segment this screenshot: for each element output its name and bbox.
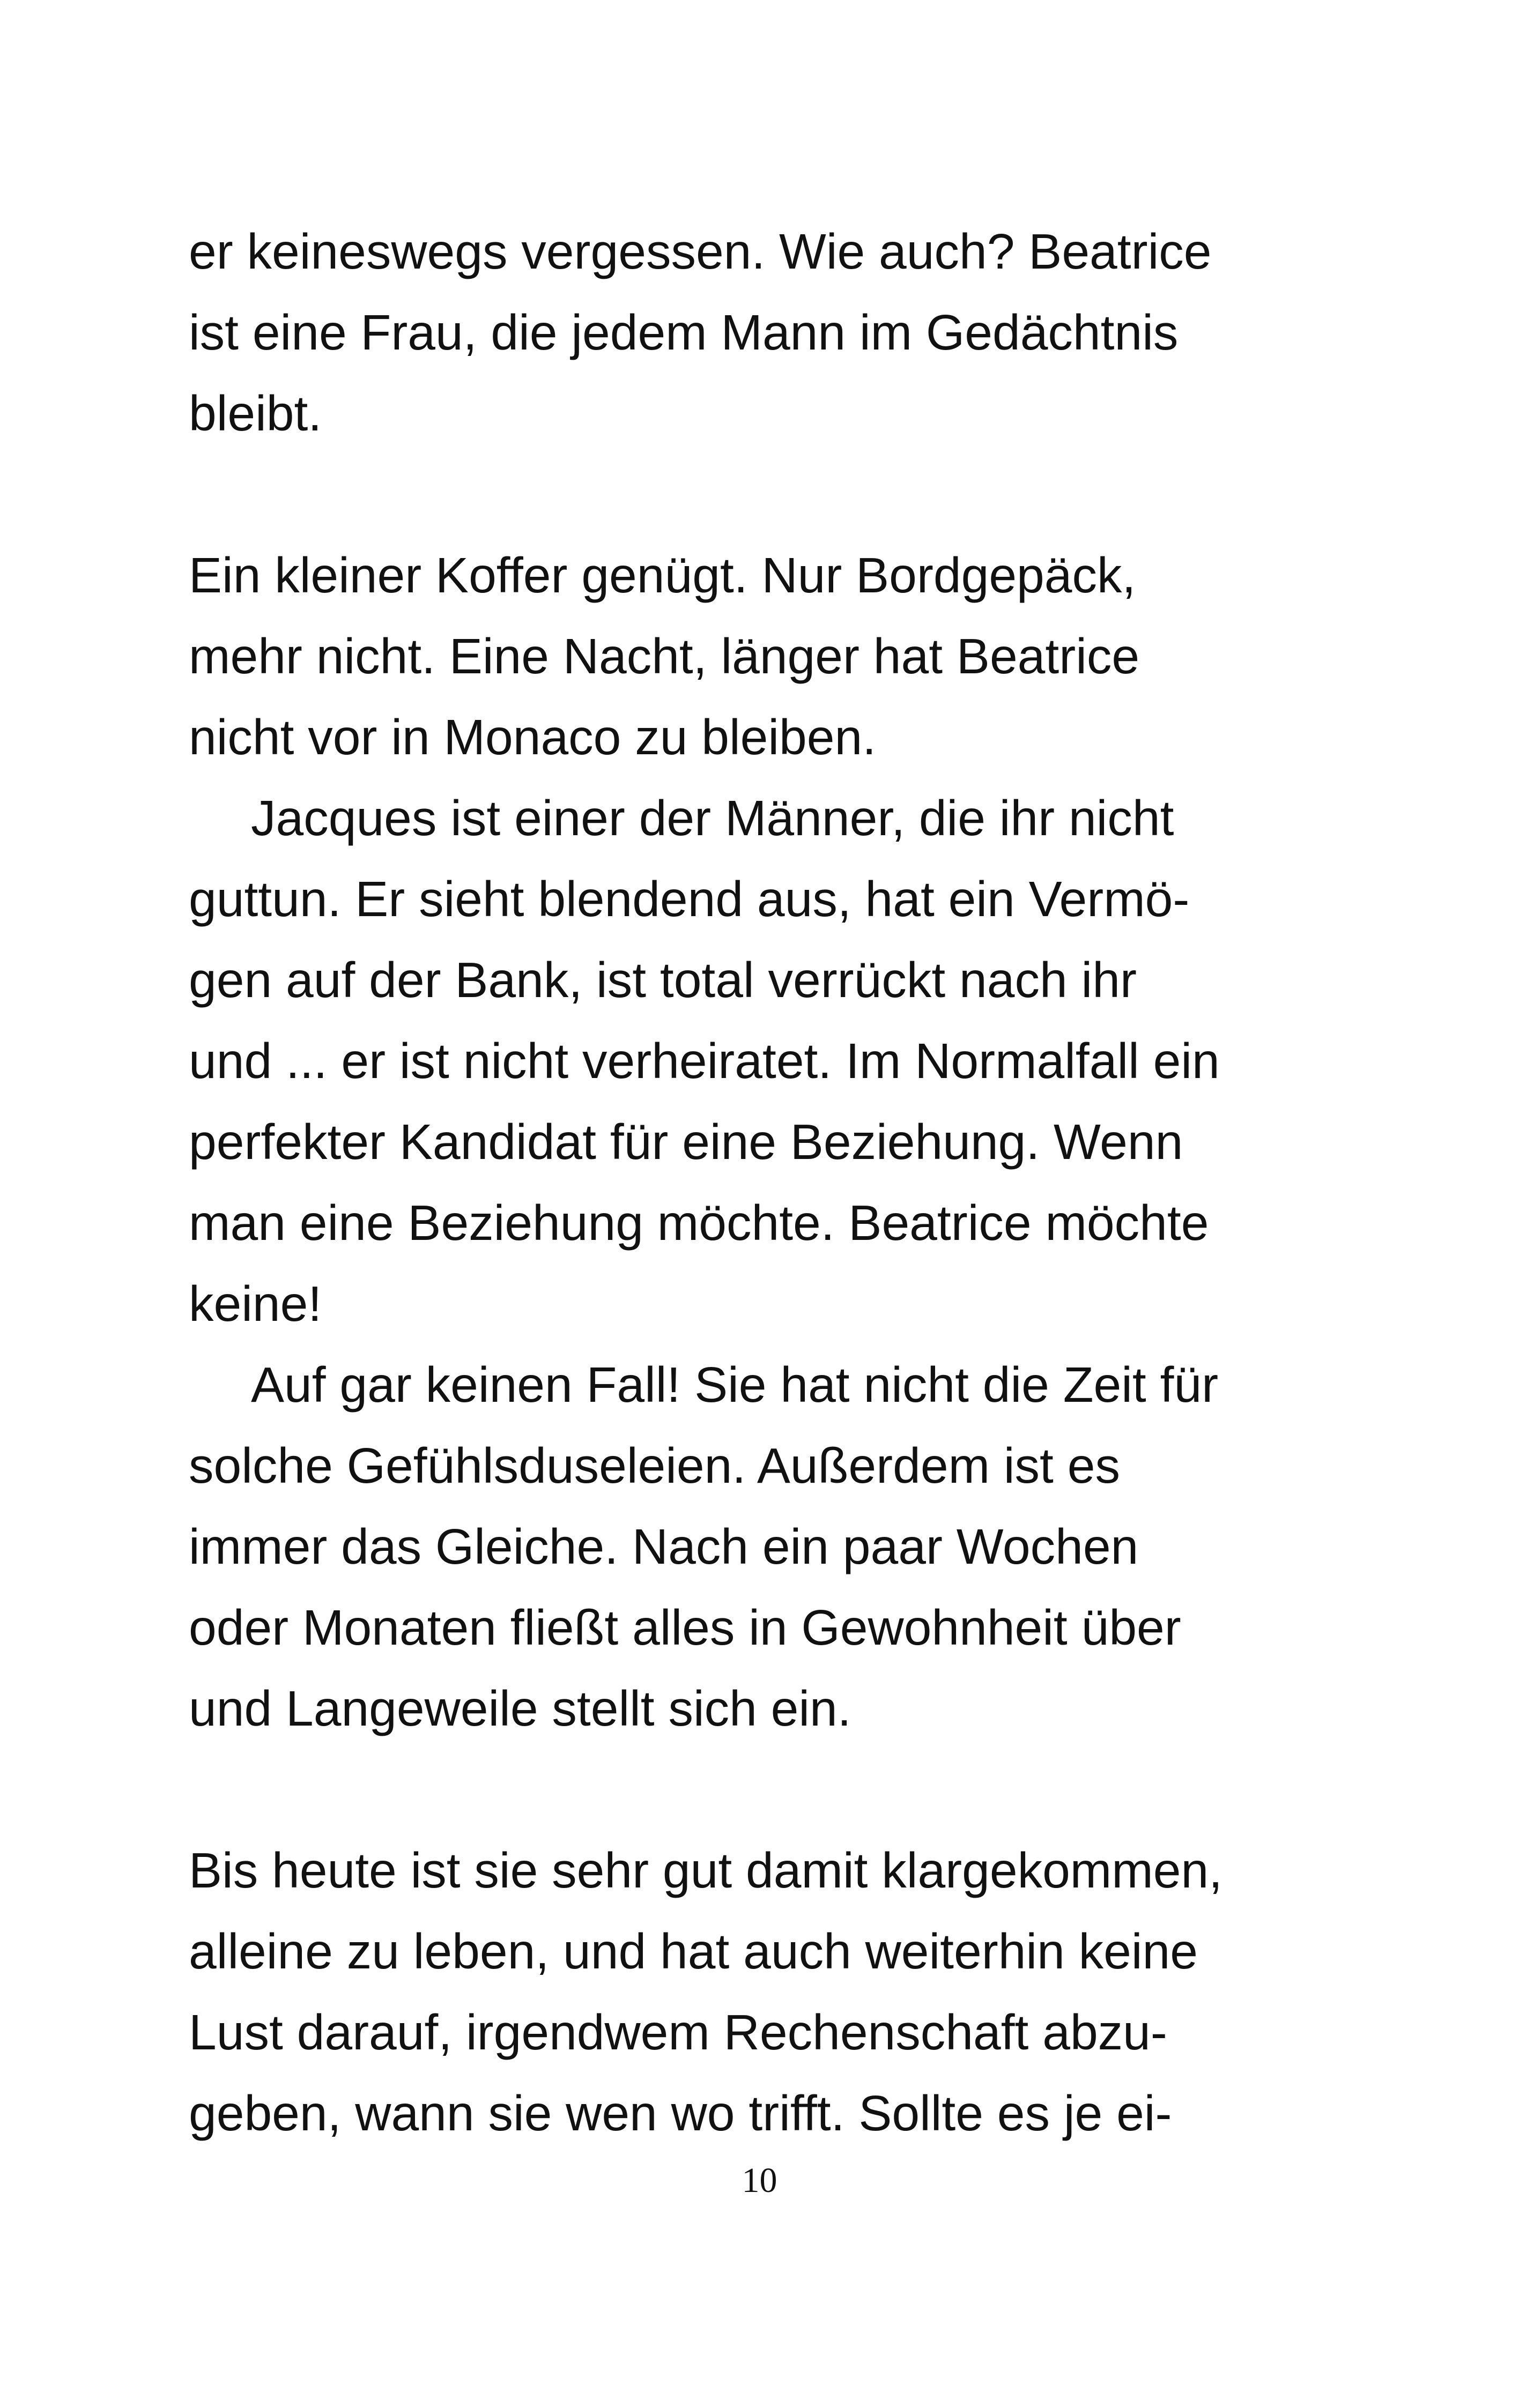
paragraph-gap (189, 454, 1325, 535)
text-line: geben, wann sie wen wo trifft. Sollte es je ei- (189, 2085, 1172, 2141)
text-line: mehr nicht. Eine Nacht, länger hat Beatrice (189, 628, 1140, 684)
text-line: perfekter Kandidat für eine Beziehung. Wenn (189, 1114, 1183, 1170)
text-line: guttun. Er sieht blendend aus, hat ein Vermö- (189, 871, 1190, 927)
text-line: Ein kleiner Koffer genügt. Nur Bordgepäck, (189, 547, 1136, 603)
text-line: ist eine Frau, die jedem Mann im Gedächtnis (189, 304, 1179, 360)
text-line: er keineswegs vergessen. Wie auch? Beatrice (189, 224, 1212, 279)
text-line: Auf gar keinen Fall! Sie hat nicht die Zeit für (251, 1357, 1219, 1413)
text-line: solche Gefühlsduseleien. Außerdem ist es (189, 1438, 1120, 1493)
text-line: bleibt. (189, 385, 322, 441)
text-line: und Langeweile stellt sich ein. (189, 1681, 851, 1736)
text-line: Jacques ist einer der Männer, die ihr nicht (251, 790, 1174, 846)
text-line: nicht vor in Monaco zu bleiben. (189, 709, 877, 765)
text-line: man eine Beziehung möchte. Beatrice möchte (189, 1195, 1209, 1251)
paragraph-gap (189, 1749, 1325, 1830)
text-line: alleine zu leben, und hat auch weiterhin keine (189, 1923, 1198, 1979)
text-line: Lust darauf, irgendwem Rechenschaft abzu- (189, 2004, 1167, 2060)
text-line: und ... er ist nicht verheiratet. Im Normalfall ein (189, 1033, 1220, 1089)
text-line: gen auf der Bank, ist total verrückt nach ihr (189, 952, 1137, 1008)
text-line: Bis heute ist sie sehr gut damit klargekommen, (189, 1842, 1223, 1898)
body-text (189, 211, 1325, 2154)
text-line: immer das Gleiche. Nach ein paar Wochen (189, 1519, 1139, 1574)
page-number: 10 (742, 2161, 777, 2200)
text-line: keine! (189, 1276, 322, 1332)
text-line: oder Monaten fließt alles in Gewohnheit über (189, 1600, 1181, 1655)
